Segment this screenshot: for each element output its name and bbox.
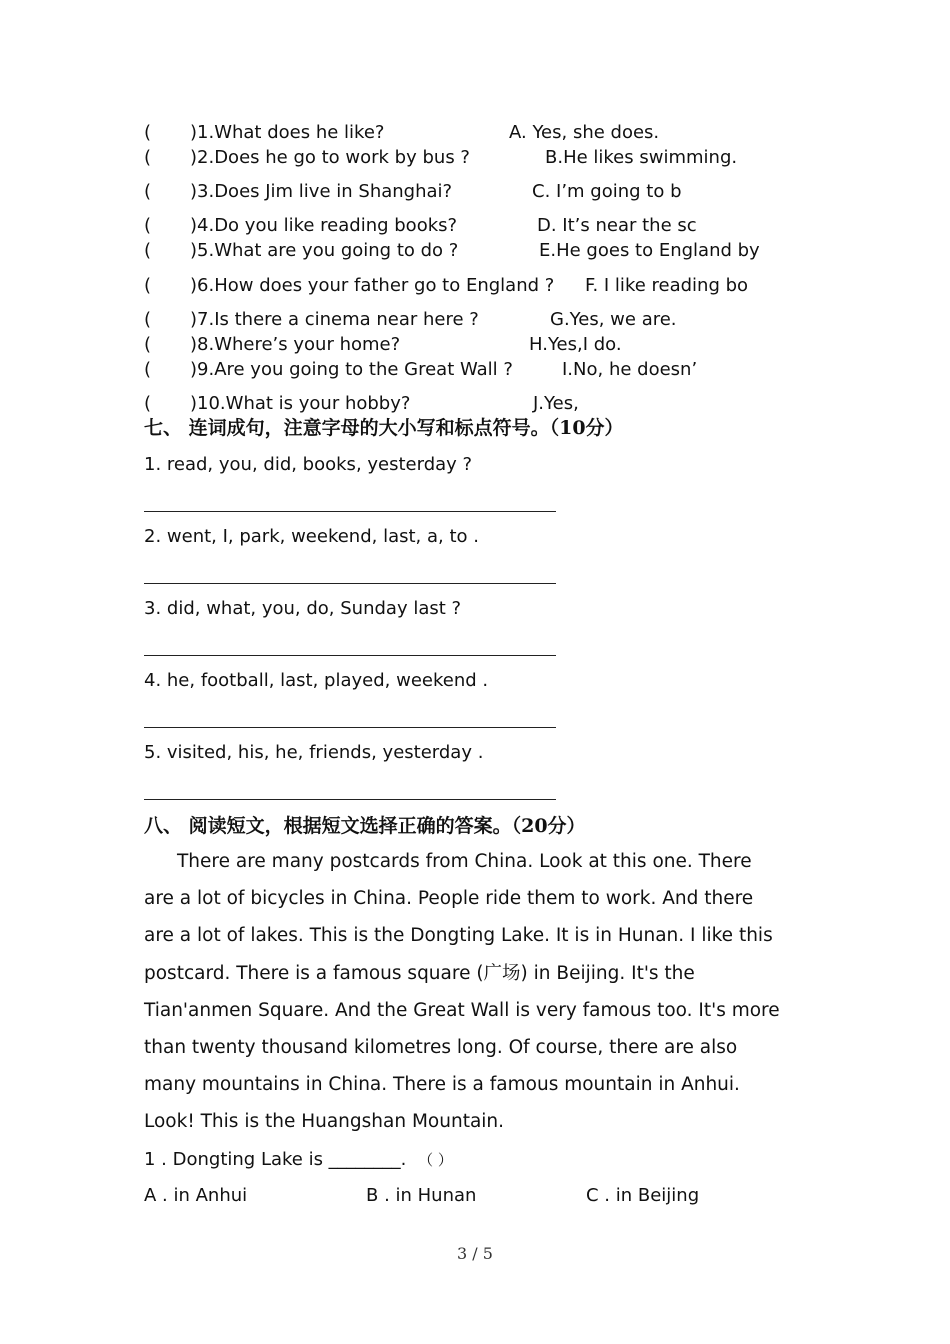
answer-f: F. I like reading bo: [585, 275, 749, 296]
section-8-title: 八、 阅读短文，根据短文选择正确的答案。（20分）: [144, 815, 586, 837]
answer-paren: (: [144, 122, 152, 143]
page-number: 3 / 5: [457, 1244, 493, 1263]
reorder-item-2: 2. went, I, park, weekend, last, a, to .: [144, 526, 479, 547]
option-b[interactable]: B . in Hunan: [366, 1185, 477, 1206]
question-1: )1.What does he like?: [190, 122, 385, 143]
question-9: )9.Are you going to the Great Wall ?: [190, 359, 513, 380]
answer-paren: (: [144, 334, 152, 355]
answer-paren: (: [144, 215, 152, 236]
answer-line-5[interactable]: [144, 799, 556, 800]
answer-line-1[interactable]: [144, 511, 556, 512]
question-6: )6.How does your father go to England ?: [190, 275, 555, 296]
question-5: )5.What are you going to do ?: [190, 240, 459, 261]
passage-line: Tian'anmen Square. And the Great Wall is very famous too. It's more: [144, 999, 780, 1021]
passage-line: There are many postcards from China. Look at this one. There: [177, 851, 752, 872]
answer-b: B.He likes swimming.: [545, 147, 738, 168]
option-c[interactable]: C . in Beijing: [586, 1185, 700, 1206]
answer-paren: (: [144, 275, 152, 296]
reading-passage: [144, 843, 816, 1141]
answer-paren: (: [144, 309, 152, 330]
question-1-stem: 1 . Dongting Lake is ________. （ ）: [144, 1149, 453, 1170]
question-8: )8.Where’s your home?: [190, 334, 401, 355]
answer-d: D. It’s near the sc: [537, 215, 697, 236]
answer-paren: (: [144, 181, 152, 202]
answer-paren: (: [144, 359, 152, 380]
answer-e: E.He goes to England by: [539, 240, 760, 261]
question-7: )7.Is there a cinema near here ?: [190, 309, 479, 330]
answer-paren: (: [144, 240, 152, 261]
reorder-item-1: 1. read, you, did, books, yesterday ?: [144, 454, 473, 475]
passage-line: than twenty thousand kilometres long. Of course, there are also: [144, 1037, 738, 1059]
question-3: )3.Does Jim live in Shanghai?: [190, 181, 453, 202]
answer-line-2[interactable]: [144, 583, 556, 584]
question-10: )10.What is your hobby?: [190, 393, 411, 414]
passage-line: postcard. There is a famous square (广场) in Beijing. It's the: [144, 962, 695, 984]
answer-a: A. Yes, she does.: [509, 122, 660, 143]
reorder-item-4: 4. he, football, last, played, weekend .: [144, 670, 489, 691]
answer-paren: (: [144, 393, 152, 414]
reorder-item-3: 3. did, what, you, do, Sunday last ?: [144, 598, 462, 619]
answer-g: G.Yes, we are.: [550, 309, 677, 330]
passage-line: are a lot of lakes. This is the Dongting Lake. It is in Hunan. I like this: [144, 925, 773, 947]
passage-line: Look! This is the Huangshan Mountain.: [144, 1111, 505, 1133]
answer-c: C. I’m going to b: [532, 181, 682, 202]
answer-line-4[interactable]: [144, 727, 556, 728]
answer-paren[interactable]: （ ）: [418, 1151, 453, 1169]
answer-line-3[interactable]: [144, 655, 556, 656]
passage-line: are a lot of bicycles in China. People ride them to work. And there: [144, 888, 754, 910]
answer-paren: (: [144, 147, 152, 168]
option-a[interactable]: A . in Anhui: [144, 1185, 248, 1206]
passage-line: many mountains in China. There is a famous mountain in Anhui.: [144, 1074, 740, 1096]
answer-h: H.Yes,I do.: [529, 334, 622, 355]
section-7-title: 七、 连词成句，注意字母的大小写和标点符号。（10分）: [144, 417, 624, 439]
question-4: )4.Do you like reading books?: [190, 215, 458, 236]
reorder-item-5: 5. visited, his, he, friends, yesterday .: [144, 742, 484, 763]
answer-j: J.Yes,: [533, 393, 579, 414]
question-2: )2.Does he go to work by bus ?: [190, 147, 470, 168]
answer-i: I.No, he doesn’: [562, 359, 698, 380]
